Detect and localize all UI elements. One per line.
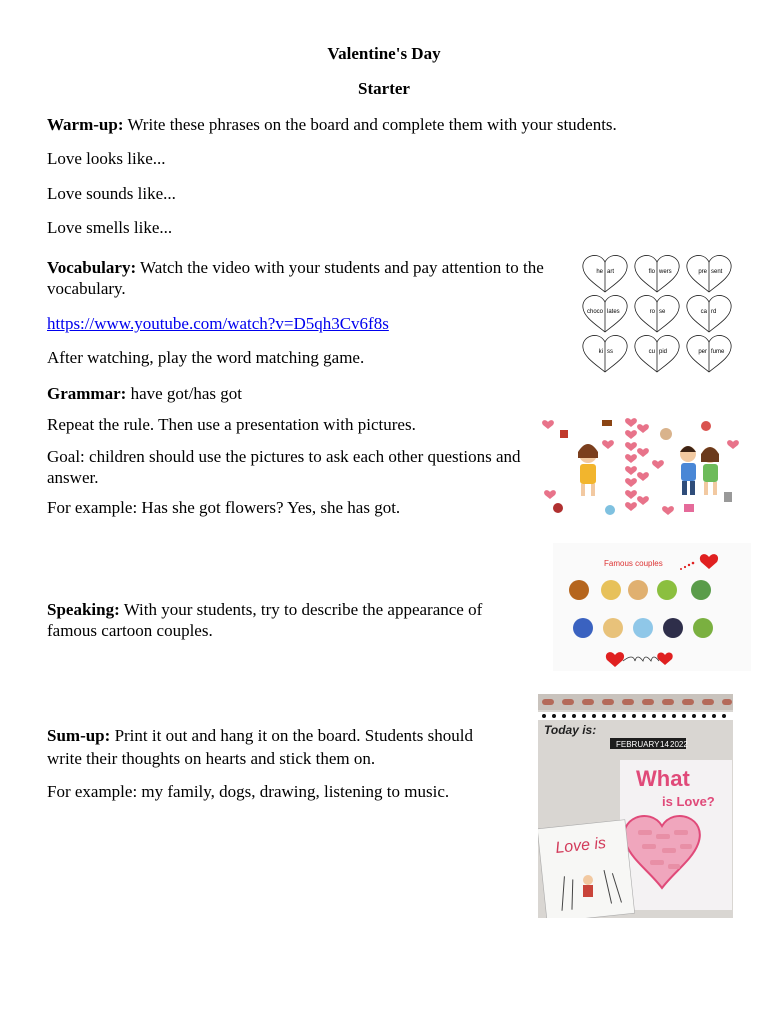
- heart-left-part: cu: [648, 349, 655, 355]
- sumup-paragraph: [47, 724, 512, 770]
- grammar-example: For example: Has she got flowers? Yes, she has got.: [47, 498, 401, 517]
- date-day: 14: [660, 740, 669, 749]
- vocabulary-after: After watching, play the word matching game.: [47, 348, 365, 367]
- vocabulary-paragraph: [47, 257, 562, 299]
- sumup-example: For example: my family, dogs, drawing, listening to music.: [47, 782, 450, 801]
- vocabulary-label: Vocabulary:: [47, 258, 137, 277]
- heart-right-part: wers: [659, 269, 672, 275]
- word-heart: [635, 335, 679, 372]
- grammar-label: Grammar:: [47, 384, 127, 403]
- is-love-heading: is Love?: [662, 794, 715, 809]
- word-heart: [687, 295, 731, 332]
- video-link[interactable]: https://www.youtube.com/watch?v=D5qh3Cv6f8s: [47, 314, 389, 333]
- sumup-label: Sum-up:: [47, 726, 111, 745]
- speaking-label: Speaking:: [47, 600, 120, 619]
- vocabulary-text: Watch the video with your students and pay attention to the vocabulary.: [47, 258, 544, 298]
- grammar-rule: Repeat the rule. Then use a presentation with pictures.: [47, 415, 416, 434]
- phrase-3: Love smells like...: [47, 218, 173, 237]
- famous-couples-image: [553, 543, 751, 671]
- heart-right-part: rd: [711, 309, 717, 315]
- heart-right-part: se: [659, 309, 666, 315]
- grammar-goal: Goal: children should use the pictures to ask each other questions and answer.: [47, 447, 521, 487]
- page-title: Valentine's Day: [327, 44, 441, 63]
- heart-right-part: sent: [711, 269, 723, 275]
- heart-left-part: ro: [649, 309, 655, 315]
- heart-left-part: ki: [598, 349, 603, 355]
- warmup-paragraph: [47, 114, 617, 135]
- sumup-text: Print it out and hang it on the board. Students should write their thoughts on hearts and stick them on.: [47, 726, 473, 768]
- heart-left-part: flo: [648, 269, 655, 275]
- what-is-love-photo: [538, 694, 733, 918]
- today-is-label: Today is:: [544, 723, 597, 737]
- phrase-1: Love looks like...: [47, 149, 166, 168]
- grammar-presentation-image: [538, 412, 748, 524]
- grammar-paragraph: [47, 383, 242, 404]
- word-heart: [583, 295, 627, 332]
- book-title: Love is: [554, 834, 607, 858]
- word-heart: [635, 295, 679, 332]
- speaking-paragraph: [47, 599, 527, 641]
- word-heart: [583, 255, 627, 292]
- heart-left-part: pre: [698, 269, 707, 275]
- what-heading: What: [636, 766, 690, 791]
- heart-left-part: he: [596, 269, 603, 275]
- heart-right-part: fume: [711, 349, 725, 355]
- warmup-text: Write these phrases on the board and complete them with your students.: [123, 115, 617, 134]
- heart-right-part: pid: [659, 349, 668, 355]
- famous-couples-title: Famous couples: [604, 559, 663, 568]
- grammar-text: have got/has got: [126, 384, 242, 403]
- phrase-2: Love sounds like...: [47, 184, 176, 203]
- heart-right-part: ss: [607, 349, 613, 355]
- date-month: FEBRUARY: [616, 740, 660, 749]
- heart-word-game-image: [575, 248, 737, 374]
- heart-left-part: ca: [700, 309, 707, 315]
- heart-left-part: choco: [586, 309, 603, 315]
- date-year: 2022: [670, 740, 688, 749]
- heart-left-part: per: [698, 349, 707, 355]
- heart-right-part: art: [607, 269, 615, 275]
- warmup-label: Warm-up:: [47, 115, 124, 134]
- page-subtitle: Starter: [358, 79, 410, 98]
- speaking-text: With your students, try to describe the appearance of famous cartoon couples.: [47, 600, 483, 640]
- heart-right-part: lates: [607, 309, 620, 315]
- word-heart: [583, 335, 627, 372]
- word-heart: [687, 255, 731, 292]
- word-heart: [687, 335, 731, 372]
- word-heart: [635, 255, 679, 292]
